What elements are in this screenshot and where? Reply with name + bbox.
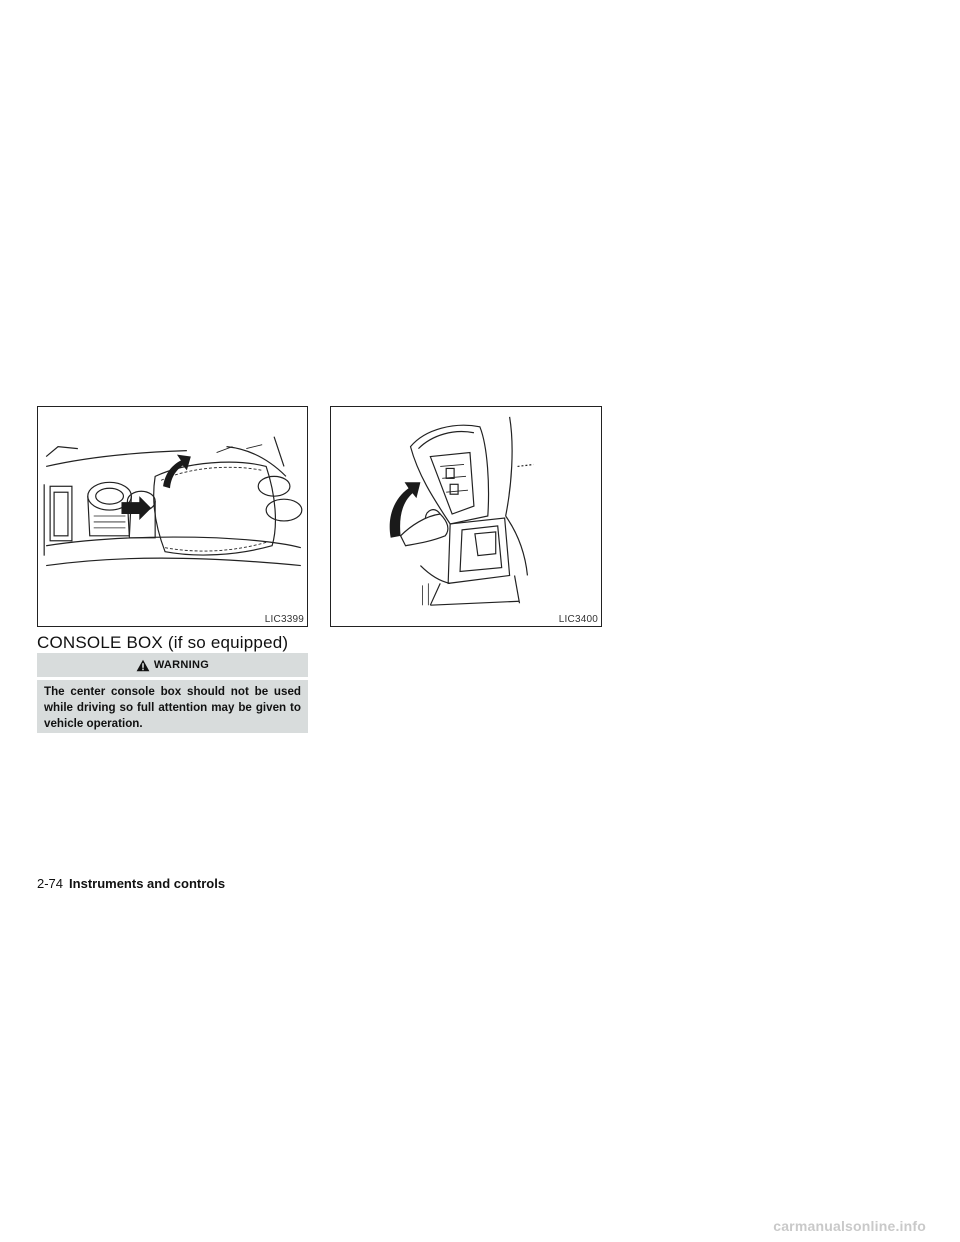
push-arrow-icon — [121, 496, 151, 520]
page-number: 2-74 — [37, 876, 64, 891]
warning-text: The center console box should not be used while driving so full attention may be given to vehicle operation. — [37, 680, 308, 733]
section-title: CONSOLE BOX (if so equipped) — [37, 633, 289, 652]
console-lid-open-illustration — [331, 407, 601, 626]
figure-console-lid-release — [37, 406, 308, 627]
page-footer — [37, 876, 225, 891]
warning-label: WARNING — [153, 659, 210, 671]
console-lid-release-illustration — [38, 407, 307, 626]
figure-console-lid-open — [330, 406, 602, 627]
figure-code: LIC3399 — [264, 614, 304, 625]
lift-arrow-icon — [390, 482, 421, 537]
warning-triangle-icon — [136, 659, 150, 672]
warning-header — [37, 653, 308, 677]
figure-code: LIC3400 — [558, 614, 598, 625]
watermark: carmanualsonline.info — [773, 1218, 926, 1234]
footer-section-title: Instruments and controls — [69, 876, 226, 891]
